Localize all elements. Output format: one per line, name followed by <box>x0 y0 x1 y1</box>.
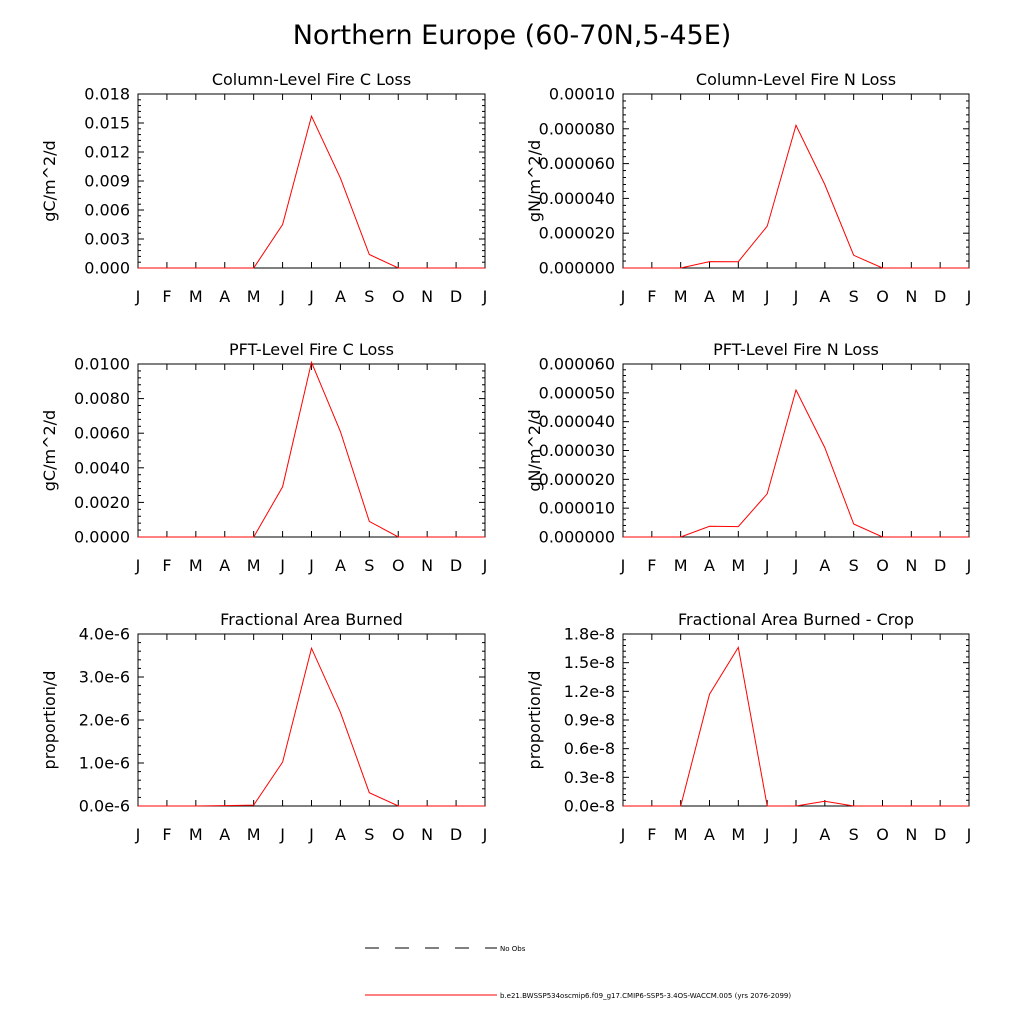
x-tick-label: J <box>280 825 285 844</box>
y-tick-label: 0.0e-6 <box>78 796 130 816</box>
x-tick-label: A <box>334 825 346 844</box>
y-axis-label: gC/m^2/d <box>40 140 59 222</box>
y-tick-label: 0.0100 <box>74 354 130 374</box>
series-line-1 <box>623 647 969 806</box>
y-tick-label: 0.0000 <box>74 527 130 547</box>
x-tick-label: N <box>421 825 434 844</box>
x-tick-label: O <box>876 825 889 844</box>
x-tick-label: M <box>673 287 688 306</box>
x-tick-label: A <box>704 287 715 306</box>
y-axis-label: gN/m^2/d <box>525 409 544 492</box>
x-tick-label: S <box>848 825 859 844</box>
x-tick-label: O <box>391 287 405 306</box>
y-tick-label: 0.000 <box>84 258 130 278</box>
y-tick-label: 0.000080 <box>538 119 615 139</box>
x-tick-label: J <box>135 287 141 306</box>
y-tick-label: 1.5e-8 <box>563 653 615 673</box>
series-line-1 <box>623 390 969 537</box>
y-tick-label: 0.009 <box>84 171 130 191</box>
x-tick-label: J <box>280 287 285 306</box>
x-tick-label: O <box>876 556 889 575</box>
plot-frame <box>138 364 485 537</box>
x-tick-label: J <box>793 825 799 844</box>
y-tick-label: 1.2e-8 <box>563 681 615 701</box>
x-tick-label: J <box>793 287 799 306</box>
x-tick-label: F <box>647 287 657 306</box>
plot-frame <box>623 634 969 806</box>
x-tick-label: J <box>966 825 972 844</box>
y-axis-label: proportion/d <box>40 670 59 770</box>
x-tick-label: J <box>620 556 626 575</box>
legend <box>365 945 791 1000</box>
y-tick-label: 0.3e-8 <box>563 767 615 787</box>
x-tick-label: D <box>934 556 947 575</box>
x-tick-label: J <box>309 556 314 575</box>
x-tick-label: S <box>364 287 375 306</box>
page-title: Northern Europe (60-70N,5-45E) <box>292 20 732 51</box>
legend-no-obs-label: No Obs <box>500 945 526 953</box>
y-tick-label: 0.0020 <box>74 492 130 512</box>
y-tick-label: 0.000020 <box>538 469 615 489</box>
x-tick-label: J <box>309 287 314 306</box>
x-tick-label: S <box>848 287 859 306</box>
x-tick-label: A <box>819 287 831 306</box>
x-tick-label: J <box>966 556 972 575</box>
x-tick-label: N <box>905 556 918 575</box>
x-tick-label: A <box>334 556 346 575</box>
x-tick-label: D <box>449 556 463 575</box>
chart-title: Column-Level Fire C Loss <box>211 70 412 89</box>
y-tick-label: 0.003 <box>84 229 130 249</box>
x-tick-label: J <box>620 825 626 844</box>
x-tick-label: O <box>876 287 889 306</box>
chart-panel-1 <box>40 70 487 306</box>
y-tick-label: 0.000060 <box>538 354 615 374</box>
plot-frame <box>138 634 485 806</box>
x-tick-label: J <box>482 825 488 844</box>
x-tick-label: M <box>246 825 261 844</box>
y-tick-label: 0.012 <box>84 142 130 162</box>
x-tick-label: J <box>764 287 770 306</box>
x-tick-label: A <box>704 825 715 844</box>
series-line-1 <box>138 362 485 537</box>
y-tick-label: 2.0e-6 <box>78 710 130 730</box>
y-tick-label: 0.000040 <box>538 412 615 432</box>
y-tick-label: 4.0e-6 <box>78 624 130 644</box>
x-tick-label: S <box>364 825 375 844</box>
y-tick-label: 0.000010 <box>538 498 615 518</box>
chart-panel-5 <box>40 610 487 844</box>
series-line-1 <box>623 125 969 268</box>
plot-frame <box>138 94 485 268</box>
x-tick-label: A <box>219 556 231 575</box>
x-tick-label: A <box>704 556 715 575</box>
chart-title: PFT-Level Fire C Loss <box>229 340 394 359</box>
y-tick-label: 0.015 <box>84 113 130 133</box>
x-tick-label: J <box>966 287 972 306</box>
x-tick-label: A <box>219 825 231 844</box>
y-tick-label: 0.00010 <box>548 84 615 104</box>
y-tick-label: 0.0080 <box>74 389 130 409</box>
chart-panel-4 <box>525 340 971 575</box>
y-tick-label: 0.000050 <box>538 383 615 403</box>
x-tick-label: M <box>731 825 746 844</box>
chart-title: Column-Level Fire N Loss <box>695 70 897 89</box>
x-tick-label: J <box>309 825 314 844</box>
y-tick-label: 0.9e-8 <box>563 710 615 730</box>
x-tick-label: J <box>482 556 488 575</box>
plot-frame <box>623 94 969 268</box>
x-tick-label: O <box>391 825 405 844</box>
x-tick-label: A <box>219 287 231 306</box>
x-tick-label: F <box>647 556 657 575</box>
y-tick-label: 0.000000 <box>538 527 615 547</box>
chart-panel-6 <box>525 610 971 844</box>
x-tick-label: F <box>162 556 172 575</box>
x-tick-label: A <box>334 287 346 306</box>
y-tick-label: 3.0e-6 <box>78 667 130 687</box>
x-tick-label: M <box>731 556 746 575</box>
x-tick-label: A <box>819 556 831 575</box>
x-tick-label: J <box>280 556 285 575</box>
x-tick-label: A <box>819 825 831 844</box>
x-tick-label: D <box>934 825 947 844</box>
x-tick-label: J <box>135 825 141 844</box>
x-tick-label: D <box>449 287 463 306</box>
x-tick-label: J <box>135 556 141 575</box>
chart-panel-3 <box>40 340 487 575</box>
y-tick-label: 1.0e-6 <box>78 753 130 773</box>
x-tick-label: M <box>246 287 261 306</box>
y-tick-label: 0.0060 <box>74 423 130 443</box>
y-tick-label: 0.0e-8 <box>563 796 615 816</box>
y-tick-label: 0.000060 <box>538 154 615 174</box>
x-tick-label: D <box>934 287 947 306</box>
y-tick-label: 0.000040 <box>538 188 615 208</box>
y-axis-label: gC/m^2/d <box>40 409 59 492</box>
x-tick-label: N <box>905 825 918 844</box>
chart-panel-2 <box>525 70 971 306</box>
y-tick-label: 0.006 <box>84 200 130 220</box>
x-tick-label: O <box>391 556 405 575</box>
y-axis-label: gN/m^2/d <box>525 139 544 223</box>
legend-model-label: b.e21.BWSSP534oscmip6.f09_g17.CMIP6-SSP5-3.4OS-WACCM.005 (yrs 2076-2099) <box>500 992 792 1000</box>
y-tick-label: 0.6e-8 <box>563 739 615 759</box>
x-tick-label: S <box>364 556 375 575</box>
x-tick-label: D <box>449 825 463 844</box>
chart-title: Fractional Area Burned <box>220 610 403 629</box>
x-tick-label: N <box>421 556 434 575</box>
x-tick-label: F <box>647 825 657 844</box>
x-tick-label: M <box>246 556 261 575</box>
x-tick-label: M <box>731 287 746 306</box>
x-tick-label: M <box>188 825 203 844</box>
x-tick-label: F <box>162 825 172 844</box>
x-tick-label: J <box>620 287 626 306</box>
x-tick-label: S <box>848 556 859 575</box>
y-tick-label: 0.018 <box>84 84 130 104</box>
series-line-1 <box>138 648 485 806</box>
y-tick-label: 1.8e-8 <box>563 624 615 644</box>
series-line-1 <box>138 116 485 268</box>
x-tick-label: J <box>764 556 770 575</box>
y-tick-label: 0.000030 <box>538 441 615 460</box>
x-tick-label: F <box>162 287 172 306</box>
x-tick-label: J <box>764 825 770 844</box>
x-tick-label: J <box>482 287 488 306</box>
x-tick-label: N <box>905 287 918 306</box>
x-tick-label: M <box>673 556 688 575</box>
y-tick-label: 0.0040 <box>74 458 130 478</box>
x-tick-label: J <box>793 556 799 575</box>
y-tick-label: 0.000000 <box>538 258 615 278</box>
chart-title: PFT-Level Fire N Loss <box>713 340 879 359</box>
y-tick-label: 0.000020 <box>538 223 615 243</box>
x-tick-label: M <box>188 287 203 306</box>
y-axis-label: proportion/d <box>525 670 544 770</box>
x-tick-label: M <box>188 556 203 575</box>
x-tick-label: M <box>673 825 688 844</box>
x-tick-label: N <box>421 287 434 306</box>
chart-title: Fractional Area Burned - Crop <box>678 610 914 629</box>
